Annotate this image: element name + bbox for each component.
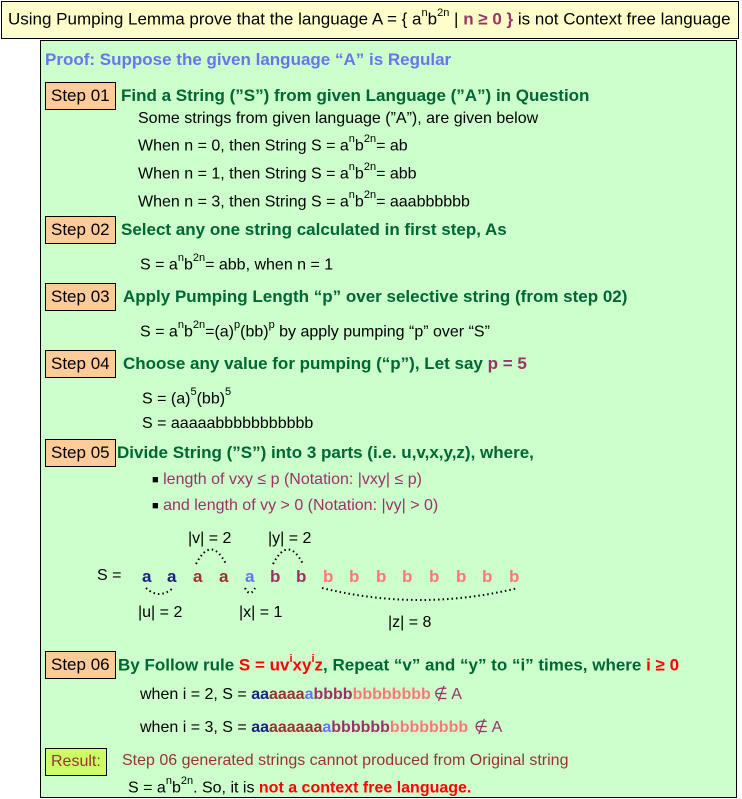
result-line-2: $S = a^nb^{2n}$. So, it is not a context free language. [128,775,472,797]
letter-z-6: b [456,567,467,586]
y-length-label: |y| = 2 [268,530,312,547]
step-02-string: $S = a^nb^{2n}=$ abb, when n = 1 [140,252,334,274]
z-arc [322,588,518,600]
letter-u-2: a [167,567,177,586]
step-06-heading: By Follow rule $S = uv^ixy^iz$, Repeat “v” and “y” to “i” times, where i ≥ 0 [118,653,680,675]
step-01-label: Step 01 [45,82,116,110]
z-length-label: |z| = 8 [388,614,432,631]
step-03-label: Step 03 [45,283,116,311]
step-05-bullet-2: ■ and length of vy > 0 (Notation: |vy| > 0) [152,497,439,514]
letter-v-1: a [193,567,203,586]
step-01-line-3: When n = 3, then String $S = a^nb^{2n}=$ aaabbbbbb [138,189,470,211]
step-05-heading: Divide String (”S”) into 3 parts (i.e. u,v,x,y,z), where, [117,443,534,462]
step-04-label: Step 04 [45,350,116,378]
step-04-line-2: S = aaaaabbbbbbbbbbb [142,415,314,432]
x-arc [245,588,255,593]
step-02-label: Step 02 [45,216,116,244]
letter-u-1: a [142,567,152,586]
y-arc [273,550,303,565]
step-02-heading: Select any one string calculated in first step, As [121,220,507,239]
letter-x: a [245,567,255,586]
step-04-heading: Choose any value for pumping (“p”), Let say p = 5 [123,354,527,373]
step-01-line-2: When n = 1, then String $S = a^nb^{2n}=$ abb [138,161,417,183]
letter-z-2: b [349,567,360,586]
step-04-line-1: $S = (a)^5(bb)^5$ [142,386,232,408]
u-arc [146,588,173,594]
step-06-case-i2: when i = 2, S = aaaaaaabbbbbbbbbbbb ∉ A [140,686,462,703]
question-title: Using Pumping Lemma prove that the language A = { $a^nb^{2n}$ | n ≥ 0 } is not Context free language [8,7,731,29]
v-arc [196,550,226,565]
step-01-heading: Find a String (”S”) from given Language (”A”) in Question [121,86,590,105]
v-length-label: |v| = 2 [188,530,232,547]
result-line-1: Step 06 generated strings cannot produced from Original string [122,752,569,769]
proof-heading: Proof: Suppose the given language “A” is Regular [45,50,452,69]
x-length-label: |x| = 1 [239,604,283,621]
s-equals-label: S = [97,567,122,584]
letter-z-7: b [482,567,493,586]
result-label: Result: [45,748,107,776]
letter-y-2: b [296,567,307,586]
step-06-label: Step 06 [45,651,116,679]
step-03-pumped-string: $S = a^nb^{2n}=(a)^p(bb)^p$ by apply pumping “p” over “S” [140,319,490,341]
step-06-case-i3: when i = 3, S = aaaaaaaaabbbbbbbbbbbbbb ∉ A [140,719,503,736]
letter-z-1: b [323,567,334,586]
step-03-heading: Apply Pumping Length “p” over selective string (from step 02) [123,287,628,306]
letter-y-1: b [270,567,281,586]
letter-z-5: b [429,567,440,586]
letter-v-2: a [219,567,229,586]
letter-z-8: b [509,567,520,586]
step-01-intro: Some strings from given language (”A”), are given below [138,110,539,127]
step-05-label: Step 05 [45,439,116,467]
letter-z-4: b [402,567,413,586]
step-05-bullet-1: ■ length of vxy ≤ p (Notation: |vxy| ≤ p) [152,471,422,488]
u-length-label: |u| = 2 [138,604,183,621]
step-01-line-1: When n = 0, then String $S = a^nb^{2n}=$ ab [138,133,408,155]
letter-z-3: b [376,567,387,586]
